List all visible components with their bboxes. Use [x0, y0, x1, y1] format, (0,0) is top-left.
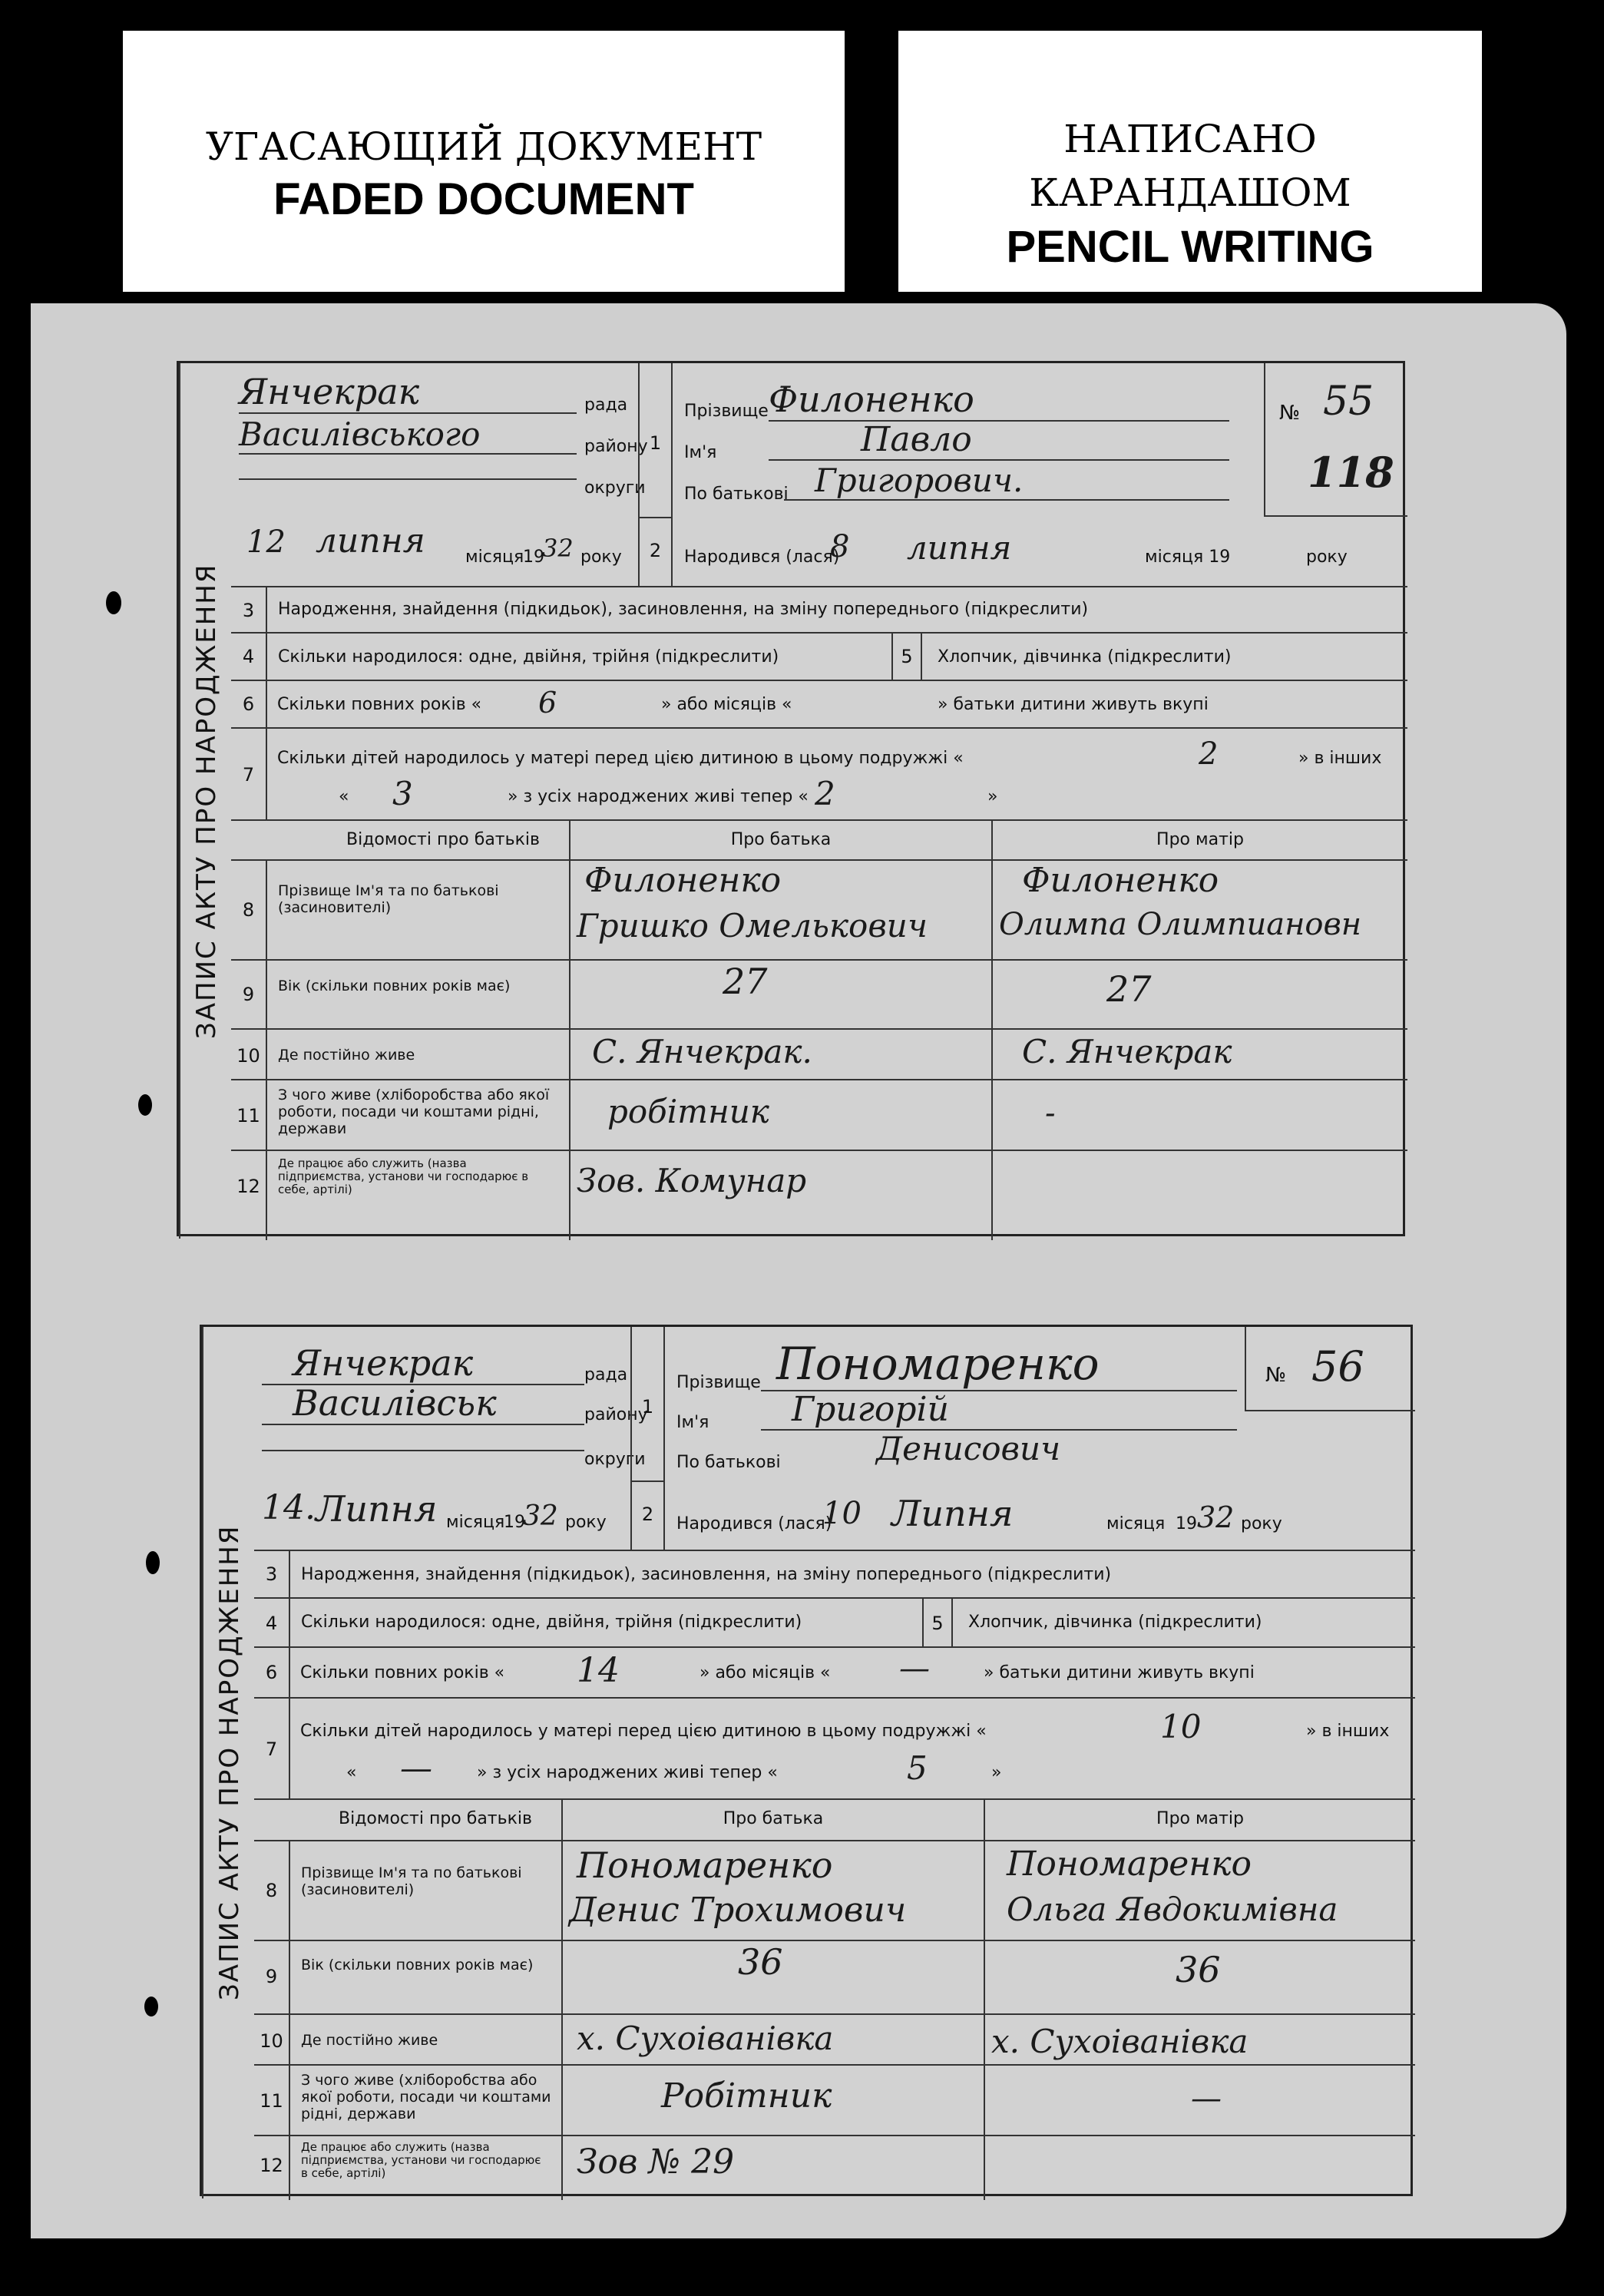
children-before: 10: [1160, 1708, 1202, 1745]
rada-label: рада: [584, 395, 628, 415]
date-day: 14.: [262, 1488, 316, 1527]
row-12: [254, 2135, 1415, 2198]
row-12: [231, 1150, 1407, 1239]
row-6-label-b: » або місяців «: [699, 1663, 831, 1682]
row-11-text: З чого живе (хліборобства або якої роботи, посади чи коштами рідні, держави: [266, 1080, 569, 1151]
rada-value: Янчекрак: [262, 1342, 584, 1385]
children-alive: 2: [815, 775, 835, 812]
year-value: 32: [542, 534, 574, 563]
birth-record-form-1: [177, 361, 1405, 1236]
row-4-text: Скільки народилося: одне, двійня, трійня (підкреслити): [266, 634, 779, 681]
row-7-label-a: Скільки дітей народилось у матері перед цією дитиною в цьому подружжі «: [300, 1722, 987, 1741]
row-num-4: 4: [242, 646, 255, 667]
born-month-label: місяця: [1106, 1514, 1166, 1533]
row-6-label-a: Скільки повних років «: [277, 695, 482, 714]
row-4: [254, 1597, 1415, 1646]
father-name: Денис Трохимович: [569, 1891, 907, 1930]
parents-header: [254, 1798, 1415, 1840]
children-other: 3: [392, 775, 413, 812]
years-together: 14: [577, 1651, 620, 1690]
okrugy-label: округи: [584, 1450, 646, 1469]
hdr-mother: Про матір: [984, 1800, 1415, 1841]
born-label: Народився (лася): [684, 548, 840, 567]
hdr-parents: Відомості про батьків: [346, 830, 540, 849]
row-num-9: 9: [242, 984, 255, 1005]
row-num-10: 10: [260, 2030, 283, 2052]
name-value: Григорій: [761, 1390, 1237, 1431]
faded-document-label: [123, 31, 845, 292]
father-work: Зов. Комунар: [577, 1162, 807, 1199]
row-12-text: Де працює або служить (назва підприємства, установи чи господарює в себе, артілі): [289, 2136, 561, 2200]
row-num-1: 1: [638, 363, 673, 517]
row-num-2: 2: [638, 517, 673, 586]
row-7-label-c: «: [339, 787, 349, 806]
row-8-text: Прізвище Ім'я та по батькові (засиновителі): [289, 1841, 561, 1941]
row-7: [254, 1697, 1415, 1798]
number-label: №: [1279, 402, 1301, 425]
mother-residence: х. Сухоіванівка: [991, 2023, 1248, 2060]
born-day: 8: [830, 529, 850, 564]
row-6-label-a: Скільки повних років «: [300, 1663, 505, 1682]
name-value: Павло: [769, 420, 1229, 461]
surname-value: Пономаренко: [761, 1338, 1237, 1391]
months-together: —: [899, 1651, 930, 1686]
number-value-2: 118: [1308, 448, 1394, 497]
row-7-label-a: Скільки дітей народилось у матері перед цією дитиною в цьому подружжі «: [277, 749, 964, 768]
raion-label: району: [584, 437, 648, 456]
faded-label-ru: УГАСАЮЩИЙ ДОКУМЕНТ: [205, 124, 762, 169]
mother-surname: Филоненко: [1022, 861, 1219, 900]
father-surname: Пономаренко: [577, 1844, 833, 1886]
raion-value: Василівського: [239, 415, 577, 455]
raion-label: району: [584, 1405, 648, 1424]
row-num-8: 8: [242, 899, 255, 921]
years-together: 6: [538, 686, 557, 720]
patronymic-value: Григорович.: [784, 462, 1229, 501]
hdr-mother: Про матір: [991, 821, 1407, 861]
born-day: 10: [822, 1496, 862, 1531]
born-year: 32: [1197, 1500, 1235, 1534]
row-4-text: Скільки народилося: одне, двійня, трійня (підкреслити): [289, 1599, 802, 1648]
row-6-label-c: » батьки дитини живуть вкупі: [984, 1663, 1255, 1682]
date-day: 12: [246, 524, 286, 560]
row-6-label-c: » батьки дитини живуть вкупі: [938, 695, 1209, 714]
row-7: [231, 727, 1407, 819]
rada-value: Янчекрак: [239, 371, 577, 414]
pencil-writing-label: [898, 31, 1482, 292]
pencil-label-ru2: КАРАНДАШОМ: [1029, 170, 1351, 215]
punch-hole: [138, 1094, 152, 1116]
father-name: Гришко Омелькович: [577, 907, 928, 945]
year-value: 32: [523, 1500, 558, 1532]
row-7-label-b: » в інших: [1298, 749, 1382, 768]
row-4: [231, 632, 1407, 680]
pencil-label-en: PENCIL WRITING: [1006, 222, 1374, 272]
mother-name: Олимпа Олимпиановн: [999, 907, 1362, 942]
row-7-label-e: »: [987, 787, 998, 806]
row-num-11: 11: [236, 1105, 260, 1126]
row-5-text: Хлопчик, дівчинка (підкреслити): [938, 647, 1232, 667]
father-income: робітник: [607, 1093, 769, 1130]
mother-surname: Пономаренко: [1007, 1844, 1252, 1884]
number-value: 56: [1311, 1342, 1364, 1391]
father-age: 36: [738, 1941, 783, 1983]
row-10-text: Де постійно живе: [289, 2015, 561, 2066]
year-prefix: 19: [504, 1513, 525, 1532]
parents-header: [231, 819, 1407, 859]
number-box: [1264, 363, 1407, 517]
hdr-parents: Відомості про батьків: [339, 1809, 532, 1828]
row-7-label-c: «: [346, 1763, 357, 1782]
patronymic-value: Денисович: [876, 1430, 1061, 1467]
form-title: ЗАПИС АКТУ ПРО НАРОДЖЕННЯ: [202, 1327, 254, 2198]
row-6: [254, 1646, 1415, 1697]
row-3-text: Народження, знайдення (підкидьок), засиновлення, на зміну попереднього (підкреслити): [266, 587, 1088, 634]
row-num-12: 12: [236, 1176, 260, 1197]
row-10: [254, 2013, 1415, 2064]
hdr-father: Про батька: [569, 821, 991, 861]
children-alive: 5: [907, 1749, 928, 1787]
misyatsia-label: місяця: [465, 548, 524, 567]
mother-work: [991, 1151, 1407, 1240]
row-11: [254, 2064, 1415, 2135]
mother-age: 27: [1106, 968, 1152, 1010]
father-surname: Филоненко: [584, 861, 782, 900]
row-8: [231, 859, 1407, 959]
mother-name: Ольга Явдокимівна: [1007, 1891, 1338, 1928]
born-month-label: місяця 19: [1145, 548, 1231, 567]
row-3-text: Народження, знайдення (підкидьок), засиновлення, на зміну попереднього (підкреслити): [289, 1551, 1111, 1599]
born-label: Народився (лася): [676, 1514, 832, 1533]
row-num-2: 2: [630, 1480, 665, 1550]
surname-value: Филоненко: [769, 379, 1229, 422]
row-3: [254, 1550, 1415, 1597]
header-section: [254, 1327, 1415, 1550]
row-9-text: Вік (скільки повних років має): [289, 1941, 561, 2015]
mother-income: -: [1045, 1096, 1056, 1131]
row-3: [231, 586, 1407, 632]
row-num-5: 5: [891, 634, 922, 681]
row-num-7: 7: [242, 764, 255, 786]
row-num-12: 12: [260, 2155, 283, 2176]
date-month: Липня: [316, 1488, 438, 1530]
punch-hole: [144, 1997, 158, 2016]
mother-work: [984, 2136, 1415, 2200]
row-8: [254, 1840, 1415, 1940]
punch-hole: [106, 591, 121, 614]
row-num-3: 3: [242, 600, 255, 621]
row-7-label-b: » в інших: [1306, 1722, 1390, 1741]
faded-label-en: FADED DOCUMENT: [273, 174, 694, 224]
father-work: Зов № 29: [577, 2142, 735, 2182]
row-12-text: Де працює або служить (назва підприємства, установи чи господарює в себе, артілі): [266, 1151, 569, 1240]
father-age: 27: [723, 961, 768, 1002]
mother-income: —: [1191, 2081, 1222, 2116]
okrugy-line: [239, 478, 577, 480]
row-num-7: 7: [265, 1739, 278, 1760]
born-year-prefix: 19: [1176, 1514, 1197, 1533]
row-9: [231, 959, 1407, 1028]
pencil-label-ru1: НАПИСАНО: [1063, 117, 1317, 161]
raion-value: Василівськ: [262, 1382, 584, 1425]
name-label: Ім'я: [684, 443, 717, 462]
roku-label: року: [580, 548, 622, 567]
hdr-father: Про батька: [561, 1800, 984, 1841]
okrugy-label: округи: [584, 478, 646, 498]
roku-label: року: [565, 1513, 607, 1532]
row-9-text: Вік (скільки повних років має): [266, 961, 569, 1030]
born-roku-label: року: [1241, 1514, 1282, 1533]
okrugy-line: [262, 1450, 584, 1451]
header-section: [231, 363, 1407, 586]
row-11-text: З чого живе (хліборобства або якої роботи, посади чи коштами рідні, держави: [289, 2066, 561, 2136]
row-num-8: 8: [265, 1880, 278, 1901]
punch-hole: [146, 1551, 160, 1574]
year-prefix: 19: [523, 548, 544, 567]
row-num-1: 1: [630, 1327, 665, 1480]
rada-label: рада: [584, 1365, 628, 1385]
name-label: Ім'я: [676, 1413, 709, 1432]
patronymic-label: По батькові: [676, 1453, 781, 1472]
row-num-4: 4: [265, 1613, 278, 1634]
row-9: [254, 1940, 1415, 2013]
born-month: липня: [907, 529, 1012, 567]
born-month: Липня: [891, 1493, 1014, 1534]
surname-label: Прізвище: [676, 1373, 761, 1392]
children-before: 2: [1199, 736, 1219, 772]
birth-record-form-2: [200, 1325, 1413, 2196]
row-5-text: Хлопчик, дівчинка (підкреслити): [968, 1613, 1262, 1632]
row-num-10: 10: [236, 1045, 260, 1067]
children-other: —: [400, 1749, 432, 1787]
date-month: липня: [316, 521, 425, 561]
row-num-11: 11: [260, 2090, 283, 2112]
row-6-label-b: » або місяців «: [661, 695, 792, 714]
row-num-3: 3: [265, 1563, 278, 1585]
row-num-6: 6: [265, 1662, 278, 1683]
mother-age: 36: [1176, 1949, 1221, 1990]
number-box: [1245, 1327, 1415, 1411]
row-6: [231, 680, 1407, 727]
father-income: Робітник: [661, 2076, 832, 2116]
row-11: [231, 1079, 1407, 1150]
row-8-text: Прізвище Ім'я та по батькові (засиновителі): [266, 861, 569, 961]
father-residence: С. Янчекрак.: [592, 1033, 812, 1070]
row-num-5: 5: [922, 1599, 953, 1648]
row-7-label-d: » з усіх народжених живі тепер «: [477, 1763, 778, 1782]
surname-label: Прізвище: [684, 402, 769, 421]
number-label: №: [1265, 1364, 1287, 1387]
form-title: ЗАПИС АКТУ ПРО НАРОДЖЕННЯ: [179, 363, 231, 1239]
row-7-label-d: » з усіх народжених живі тепер «: [508, 787, 809, 806]
row-10-text: Де постійно живе: [266, 1030, 569, 1080]
father-residence: х. Сухоіванівка: [577, 2020, 834, 2057]
patronymic-label: По батькові: [684, 485, 789, 504]
row-10: [231, 1028, 1407, 1079]
born-roku-label: року: [1306, 548, 1348, 567]
number-value: 55: [1323, 379, 1374, 425]
row-num-6: 6: [242, 693, 255, 715]
misyatsia-label: місяця: [446, 1513, 505, 1532]
row-7-label-e: »: [991, 1763, 1002, 1782]
mother-residence: С. Янчекрак: [1022, 1033, 1232, 1070]
row-num-9: 9: [265, 1966, 278, 1987]
